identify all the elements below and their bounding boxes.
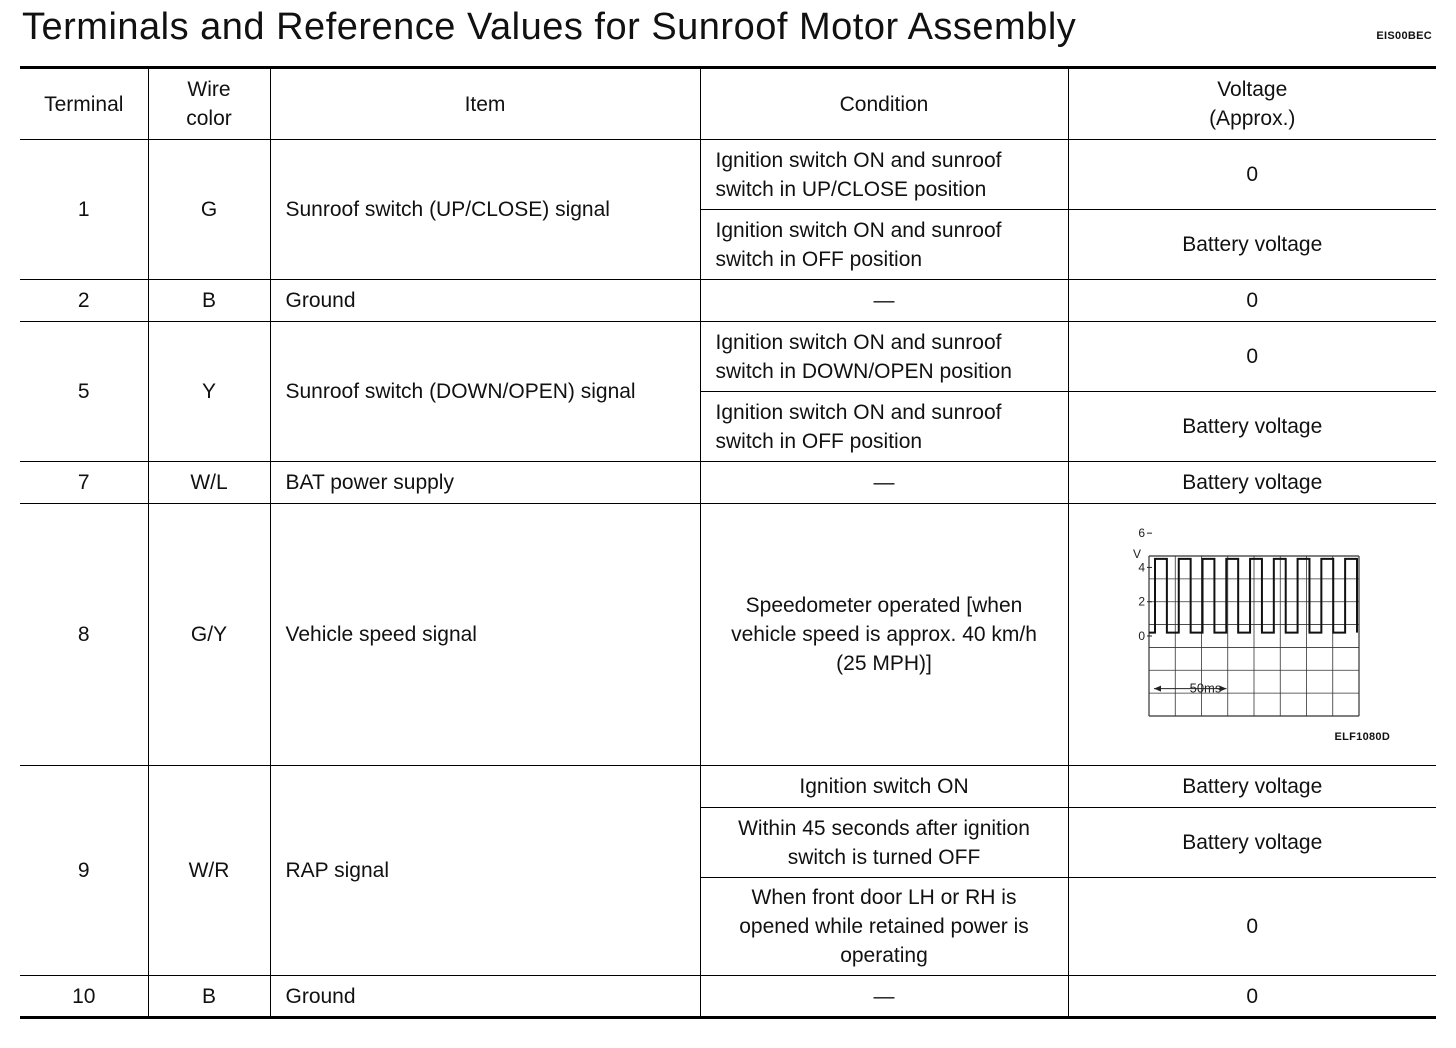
terminal-cell: 10 <box>20 976 148 1018</box>
unit-label: V <box>1132 547 1141 561</box>
voltage-cell: 0 <box>1068 140 1436 210</box>
terminal-cell: 8 <box>20 504 148 766</box>
header-terminal: Terminal <box>20 68 148 140</box>
y-tick-label: 0 <box>1137 629 1145 643</box>
header-condition: Condition <box>700 68 1068 140</box>
table-row <box>20 976 1436 1018</box>
condition-cell: Ignition switch ON and sunroof switch in OFF position <box>700 210 1068 280</box>
table-row <box>20 322 1436 392</box>
table-row <box>20 462 1436 504</box>
y-tick-label: 2 <box>1137 594 1145 609</box>
waveform-cell <box>1068 504 1436 766</box>
table-row <box>20 140 1436 210</box>
vehicle-speed-waveform <box>1119 526 1389 731</box>
voltage-cell: Battery voltage <box>1068 808 1436 878</box>
condition-cell: When front door LH or RH is opened while retained power is operating <box>700 878 1068 976</box>
item-cell: Vehicle speed signal <box>270 504 700 766</box>
header-wire-color: Wire color <box>148 68 270 140</box>
time-span-label: 50ms <box>1189 680 1221 696</box>
condition-cell: Ignition switch ON and sunroof switch in UP/CLOSE position <box>700 140 1068 210</box>
item-cell: Sunroof switch (DOWN/OPEN) signal <box>270 322 700 462</box>
wire-color-cell: B <box>148 976 270 1018</box>
condition-cell: — <box>700 976 1068 1018</box>
time-arrow-head-left <box>1154 686 1161 692</box>
header-voltage-line2: (Approx.) <box>1209 107 1296 130</box>
table-row <box>20 280 1436 322</box>
wire-color-cell: W/R <box>148 766 270 976</box>
condition-cell: Speedometer operated [when vehicle speed is approx. 40 km/h (25 MPH)] <box>700 504 1068 766</box>
header-voltage <box>1068 68 1436 140</box>
waveform-trace <box>1149 559 1357 633</box>
voltage-cell: 0 <box>1068 976 1436 1018</box>
condition-cell: Ignition switch ON <box>700 766 1068 808</box>
condition-cell: Ignition switch ON and sunroof switch in DOWN/OPEN position <box>700 322 1068 392</box>
document-code: EIS00BEC <box>1376 30 1432 42</box>
terminal-reference-table <box>20 66 1436 1019</box>
table-row <box>20 504 1436 766</box>
waveform-figure-code: ELF1080D <box>1334 731 1391 743</box>
y-tick-label: 6 <box>1137 526 1145 541</box>
wire-color-cell: Y <box>148 322 270 462</box>
item-cell: Ground <box>270 976 700 1018</box>
item-cell: Sunroof switch (UP/CLOSE) signal <box>270 140 700 280</box>
terminal-cell: 7 <box>20 462 148 504</box>
wire-color-cell: B <box>148 280 270 322</box>
table-row <box>20 766 1436 808</box>
page-title: Terminals and Reference Values for Sunroof Motor Assembly <box>22 6 1077 48</box>
condition-cell: — <box>700 462 1068 504</box>
header-item: Item <box>270 68 700 140</box>
item-cell: BAT power supply <box>270 462 700 504</box>
voltage-cell: Battery voltage <box>1068 392 1436 462</box>
table-header-row <box>20 68 1436 140</box>
condition-cell: Ignition switch ON and sunroof switch in OFF position <box>700 392 1068 462</box>
terminal-cell: 1 <box>20 140 148 280</box>
voltage-cell: Battery voltage <box>1068 462 1436 504</box>
voltage-cell: Battery voltage <box>1068 766 1436 808</box>
condition-cell: — <box>700 280 1068 322</box>
voltage-cell: Battery voltage <box>1068 210 1436 280</box>
voltage-cell: 0 <box>1068 322 1436 392</box>
terminal-cell: 9 <box>20 766 148 976</box>
voltage-cell: 0 <box>1068 878 1436 976</box>
header-voltage-line1: Voltage <box>1217 78 1288 101</box>
wire-color-cell: G <box>148 140 270 280</box>
wire-color-cell: W/L <box>148 462 270 504</box>
terminal-cell: 2 <box>20 280 148 322</box>
condition-cell: Within 45 seconds after ignition switch is turned OFF <box>700 808 1068 878</box>
y-tick-label: 4 <box>1137 560 1145 575</box>
voltage-cell: 0 <box>1068 280 1436 322</box>
wire-color-cell: G/Y <box>148 504 270 766</box>
item-cell: Ground <box>270 280 700 322</box>
item-cell: RAP signal <box>270 766 700 976</box>
terminal-cell: 5 <box>20 322 148 462</box>
